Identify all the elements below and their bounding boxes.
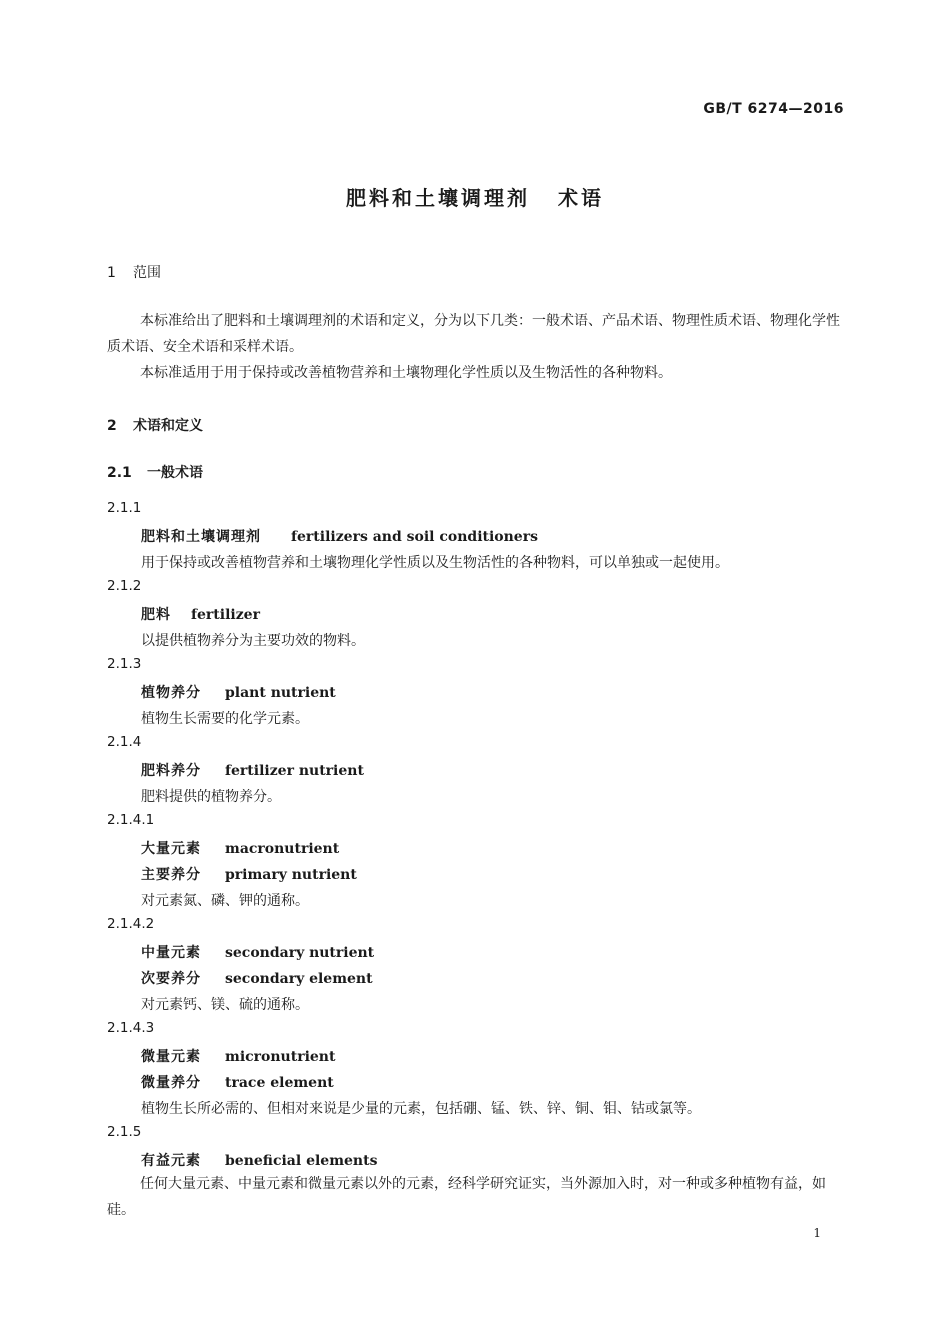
definition: 任何大量元素、中量元素和微量元素以外的元素，经科学研究证实，当外源加入时，对一种或多种植物有益，如硅。 (107, 1176, 826, 1218)
clause-number: 2.1.4 (107, 734, 142, 750)
term-en: macronutrient (225, 841, 340, 857)
definition: 对元素氮、磷、钾的通称。 (141, 893, 309, 909)
term-zh: 次要养分 (141, 971, 201, 987)
term-line (141, 942, 374, 962)
term-zh: 微量元素 (141, 1049, 201, 1065)
term-zh: 肥料和土壤调理剂 (141, 529, 261, 545)
title-sub: 术语 (558, 186, 604, 210)
term-en: trace element (225, 1075, 334, 1091)
section-1-heading (107, 262, 161, 282)
definition: 肥料提供的植物养分。 (141, 789, 281, 805)
definition: 用于保持或改善植物营养和土壤物理化学性质以及生物活性的各种物料，可以单独或一起使用。 (141, 555, 729, 571)
term-line (141, 526, 538, 546)
term-zh: 中量元素 (141, 945, 201, 961)
clause-number: 2.1.4.3 (107, 1020, 155, 1036)
section-number: 1 (107, 265, 116, 281)
scope-paragraph-1: 本标准给出了肥料和土壤调理剂的术语和定义，分为以下几类：一般术语、产品术语、物理性质术语、物理化学性质术语、安全术语和采样术语。 (107, 313, 840, 355)
term-en: fertilizer (191, 607, 260, 623)
clause-number: 2.1.4.2 (107, 916, 155, 932)
definition: 对元素钙、镁、硫的通称。 (141, 997, 309, 1013)
term-zh: 有益元素 (141, 1153, 201, 1169)
term-zh: 大量元素 (141, 841, 201, 857)
term-line (141, 682, 336, 702)
clause-number: 2.1.3 (107, 656, 142, 672)
term-en: beneficial elements (225, 1153, 378, 1169)
term-line (141, 1150, 377, 1170)
definition: 植物生长所必需的、但相对来说是少量的元素，包括硼、锰、铁、锌、铜、钼、钴或氯等。 (141, 1101, 701, 1117)
clause-number: 2.1.5 (107, 1124, 142, 1140)
section-number: 2 (107, 418, 117, 434)
clause-number: 2.1.1 (107, 500, 142, 516)
term-zh: 肥料 (141, 607, 171, 623)
scope-paragraph-2: 本标准适用于用于保持或改善植物营养和土壤物理化学性质以及生物活性的各种物料。 (140, 365, 672, 381)
section-2-1-heading (107, 462, 203, 482)
term-zh: 肥料养分 (141, 763, 201, 779)
term-line (141, 1072, 334, 1092)
section-2-heading (107, 415, 203, 435)
definition: 以提供植物养分为主要功效的物料。 (141, 633, 365, 649)
term-en: fertilizer nutrient (225, 763, 364, 779)
page-title (0, 182, 950, 211)
clause-number: 2.1.4.1 (107, 812, 155, 828)
term-line (141, 1046, 335, 1066)
term-line (141, 838, 339, 858)
section-title: 范围 (133, 265, 161, 281)
term-en: secondary nutrient (225, 945, 375, 961)
term-zh: 微量养分 (141, 1075, 201, 1091)
term-zh: 主要养分 (141, 867, 201, 883)
clause-number: 2.1.2 (107, 578, 142, 594)
term-line (141, 968, 373, 988)
page-number: 1 (813, 1226, 821, 1240)
title-main: 肥料和土壤调理剂 (346, 186, 530, 210)
term-en: micronutrient (225, 1049, 336, 1065)
term-line (141, 604, 260, 624)
section-number: 2.1 (107, 465, 132, 481)
term-line (141, 864, 357, 884)
term-en: fertilizers and soil conditioners (291, 529, 538, 545)
term-en: secondary element (225, 971, 373, 987)
term-en: primary nutrient (225, 867, 357, 883)
definition: 植物生长需要的化学元素。 (141, 711, 309, 727)
term-line (141, 760, 364, 780)
section-title: 术语和定义 (133, 418, 203, 434)
term-en: plant nutrient (225, 685, 336, 701)
standard-number: GB/T 6274—2016 (703, 101, 844, 117)
term-zh: 植物养分 (141, 685, 201, 701)
section-title: 一般术语 (147, 465, 203, 481)
